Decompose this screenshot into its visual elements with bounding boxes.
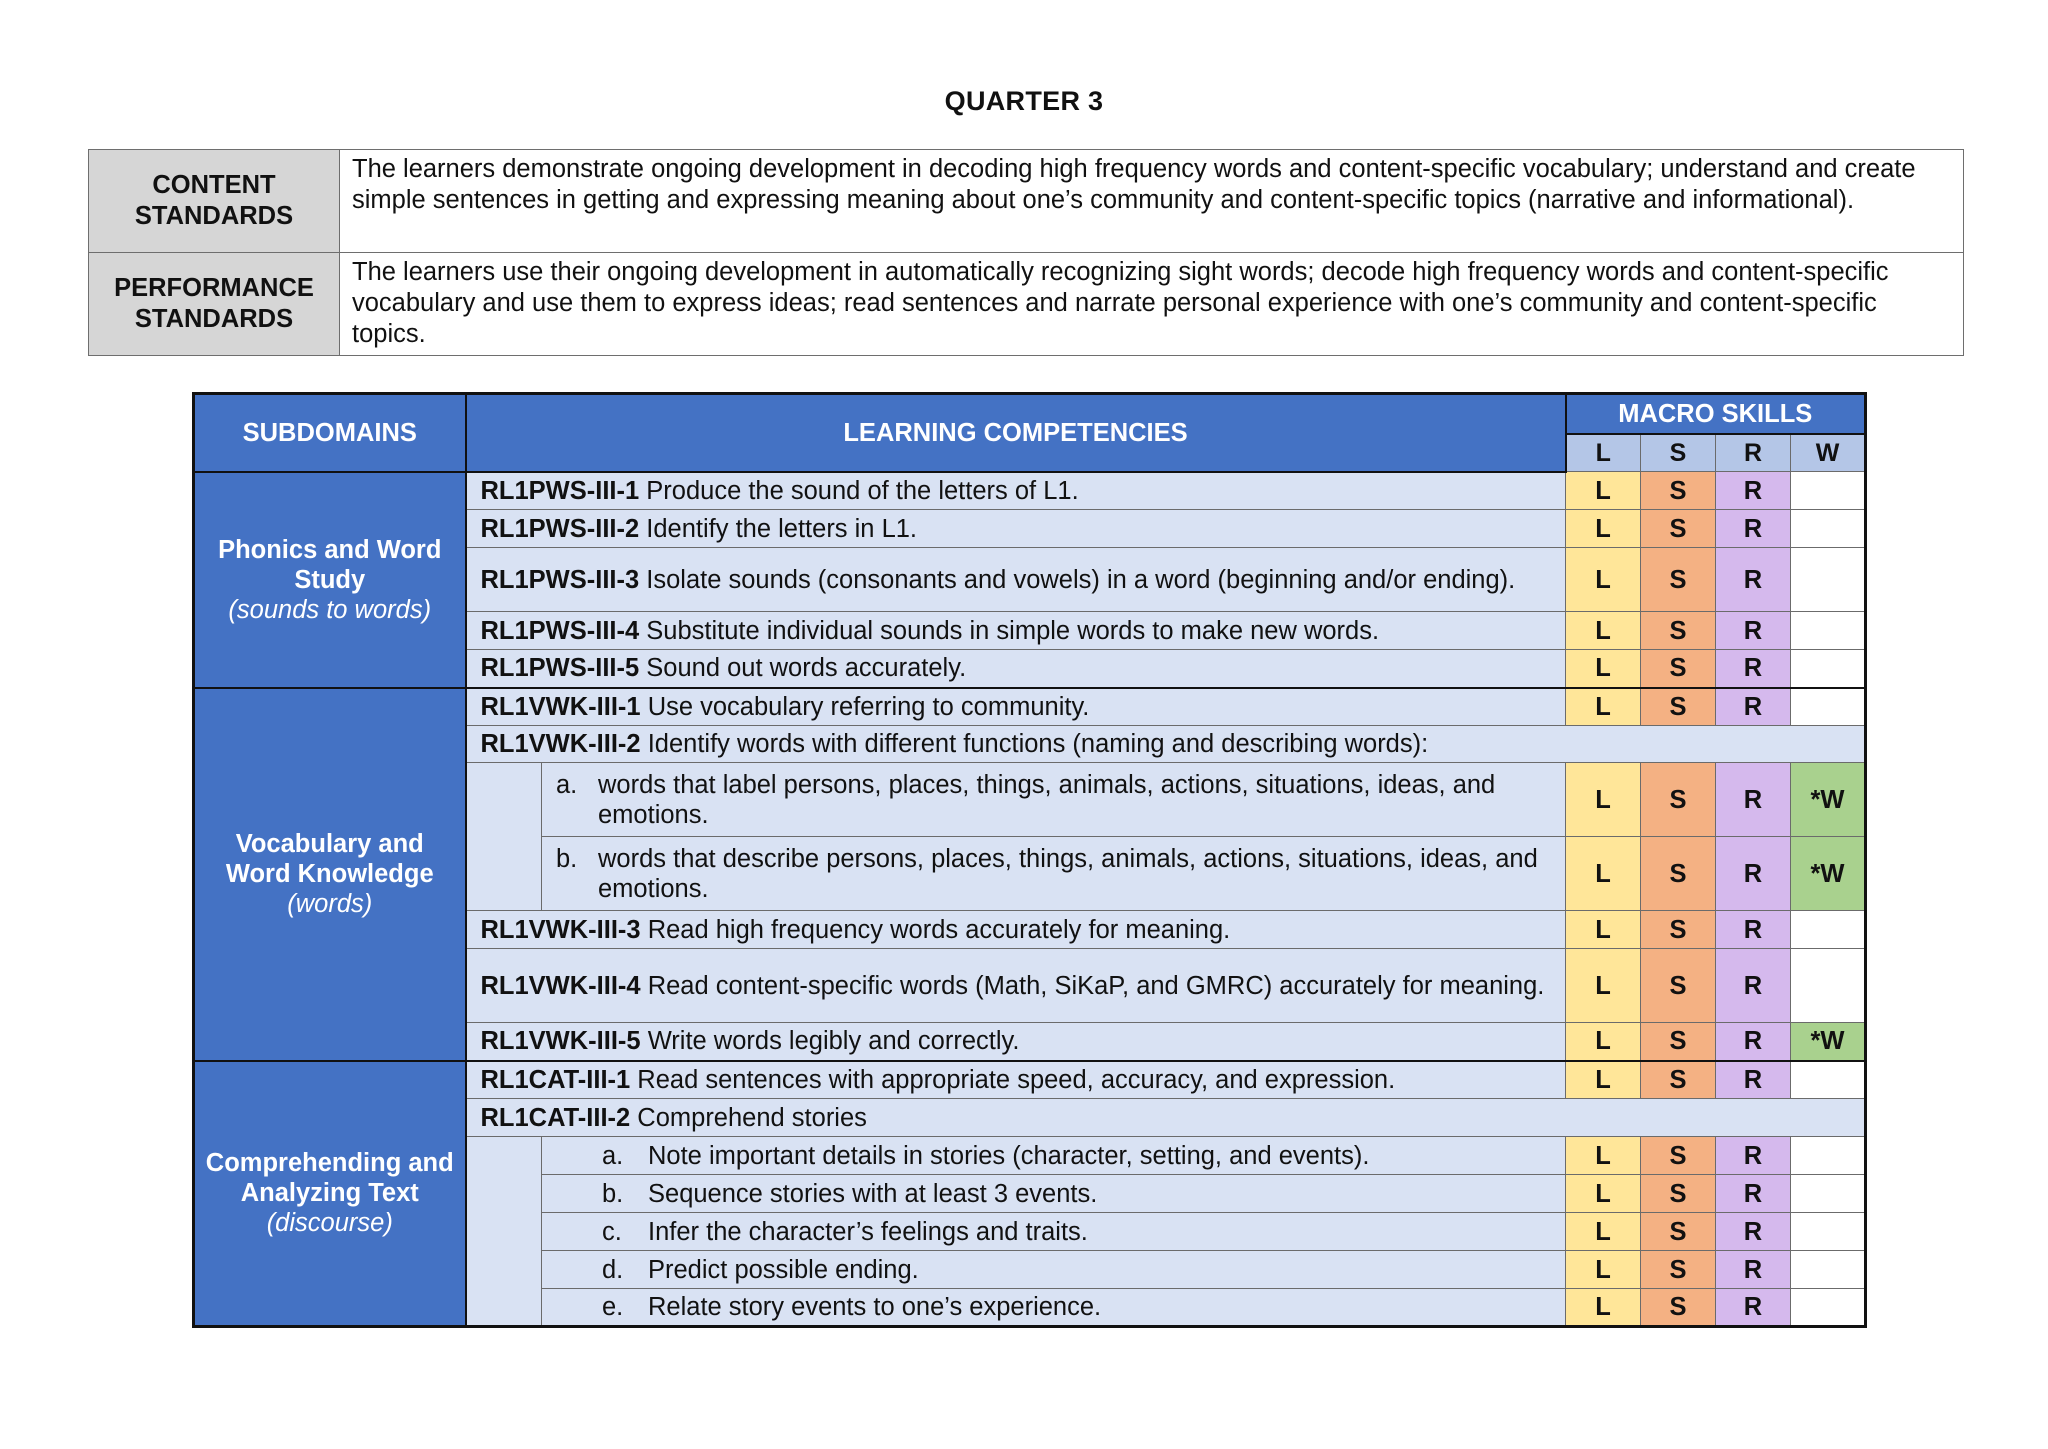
macro-skill-cell: [1791, 1175, 1866, 1213]
macro-skill-cell: S: [1641, 1251, 1716, 1289]
subdomain-vocabulary: [194, 688, 466, 1061]
sub-competency-letter: e.: [602, 1293, 624, 1321]
macro-skill-cell: S: [1641, 650, 1716, 688]
macro-skill-cell: L: [1566, 472, 1641, 510]
competency-code: RL1CAT-III-2: [480, 1103, 631, 1132]
macro-skill-cell: L: [1566, 949, 1641, 1023]
competency-code: RL1PWS-III-1: [480, 476, 640, 505]
content-standards-label: CONTENT STANDARDS: [89, 150, 340, 253]
sub-competency-letter: a.: [556, 770, 578, 799]
macro-skill-cell: S: [1641, 1137, 1716, 1175]
macro-skill-cell: L: [1566, 1175, 1641, 1213]
subdomain-name: Phonics and Word Study: [218, 535, 442, 594]
table-row: [194, 1061, 1866, 1099]
macro-skill-cell: S: [1641, 688, 1716, 726]
macro-skill-cell: R: [1716, 1175, 1791, 1213]
macro-skill-cell: S: [1641, 949, 1716, 1023]
macro-skill-cell: *W: [1791, 837, 1866, 911]
competency-text: Produce the sound of the letters of L1.: [646, 476, 1079, 505]
macro-skill-cell: L: [1566, 1023, 1641, 1061]
macro-skill-cell: [1791, 510, 1866, 548]
performance-standards-label: PERFORMANCE STANDARDS: [89, 253, 340, 356]
table-row: [194, 472, 1866, 510]
competency-cell: [466, 949, 1566, 1023]
macro-skill-cell: [1791, 1251, 1866, 1289]
macro-skill-cell: S: [1641, 1289, 1716, 1327]
macro-skill-cell: R: [1716, 612, 1791, 650]
skill-col-header: W: [1791, 434, 1866, 472]
sub-competency-letter: a.: [602, 1141, 624, 1170]
macro-skill-cell: L: [1566, 837, 1641, 911]
competency-cell: [466, 1023, 1566, 1061]
macro-skill-cell: R: [1716, 1061, 1791, 1099]
subdomain-name: Comprehending and Analyzing Text: [205, 1149, 454, 1208]
subdomains-header: SUBDOMAINS: [194, 394, 466, 472]
sub-competency-letter: b.: [556, 844, 578, 873]
skill-col-header: R: [1716, 434, 1791, 472]
skill-col-header: L: [1566, 434, 1641, 472]
competency-cell: [466, 510, 1566, 548]
sub-competency-text: Predict possible ending.: [648, 1255, 919, 1284]
competencies-header: LEARNING COMPETENCIES: [466, 394, 1566, 472]
subdomain-scope: (discourse): [266, 1209, 393, 1238]
subdomain-comprehending: [194, 1061, 466, 1327]
macro-skill-cell: [1791, 1137, 1866, 1175]
macro-skill-cell: *W: [1791, 763, 1866, 837]
content-standards-text: The learners demonstrate ongoing development in decoding high frequency words and content-specific vocabulary; understand and create simple sentences in getting and expressing meaning about one’s community and content-specific topics (narrative and informational).: [340, 150, 1964, 253]
macro-skill-cell: R: [1716, 1251, 1791, 1289]
macro-skill-cell: S: [1641, 548, 1716, 612]
macro-skill-cell: R: [1716, 688, 1791, 726]
macro-skill-cell: L: [1566, 1251, 1641, 1289]
macro-skill-cell: L: [1566, 688, 1641, 726]
indent-spacer: [466, 1137, 542, 1327]
competency-cell: [466, 472, 1566, 510]
macro-skill-cell: [1791, 911, 1866, 949]
macro-skill-cell: R: [1716, 837, 1791, 911]
macro-skill-cell: R: [1716, 510, 1791, 548]
competency-text: Identify words with different functions (naming and describing words):: [647, 730, 1429, 758]
competency-code: RL1VWK-III-2: [480, 730, 641, 758]
sub-competency-letter: d.: [602, 1255, 624, 1284]
sub-competency-cell: [542, 1251, 1566, 1289]
macro-skill-cell: [1791, 1213, 1866, 1251]
subdomain-scope: (sounds to words): [228, 595, 432, 624]
macro-skill-cell: R: [1716, 1289, 1791, 1327]
macro-skill-cell: R: [1716, 949, 1791, 1023]
macro-skill-cell: [1791, 612, 1866, 650]
competency-text: Sound out words accurately.: [646, 654, 967, 683]
performance-standards-row: [89, 253, 1964, 356]
competency-text: Isolate sounds (consonants and vowels) in a word (beginning and/or ending).: [646, 565, 1516, 594]
sub-competency-letter: c.: [602, 1217, 622, 1246]
competency-text: Write words legibly and correctly.: [647, 1027, 1020, 1056]
competency-cell: [466, 726, 1866, 763]
sub-competency-text: words that describe persons, places, things, animals, actions, situations, ideas, and emotions.: [598, 844, 1538, 903]
macro-skill-cell: R: [1716, 1137, 1791, 1175]
macro-skill-cell: L: [1566, 612, 1641, 650]
competency-text: Read content-specific words (Math, SiKaP, and GMRC) accurately for meaning.: [647, 971, 1545, 1000]
competency-cell: [466, 612, 1566, 650]
macro-skill-cell: L: [1566, 1137, 1641, 1175]
macro-skill-cell: [1791, 1289, 1866, 1327]
competency-code: RL1VWK-III-5: [480, 1027, 641, 1056]
standards-table: [88, 149, 1964, 356]
sub-competency-letter: b.: [602, 1179, 624, 1208]
competencies-table: [192, 392, 1867, 1328]
macro-skill-cell: L: [1566, 548, 1641, 612]
macro-skill-cell: L: [1566, 650, 1641, 688]
indent-spacer: [466, 763, 542, 911]
competency-cell: [466, 688, 1566, 726]
macro-skill-cell: R: [1716, 650, 1791, 688]
macro-skill-cell: *W: [1791, 1023, 1866, 1061]
competency-text: Comprehend stories: [637, 1103, 867, 1132]
sub-competency-text: Relate story events to one’s experience.: [648, 1293, 1102, 1321]
macro-skill-cell: [1791, 688, 1866, 726]
macro-skill-cell: R: [1716, 911, 1791, 949]
performance-standards-text: The learners use their ongoing development in automatically recognizing sight words; decode high frequency words and content-specific vocabulary and use them to express ideas; read sentences and narrate personal experience with one’s community and content-specific topics.: [340, 253, 1964, 356]
competency-cell: [466, 911, 1566, 949]
macro-skills-header: MACRO SKILLS: [1566, 394, 1866, 434]
macro-skill-cell: L: [1566, 911, 1641, 949]
competency-code: RL1PWS-III-2: [480, 514, 640, 543]
macro-skill-cell: S: [1641, 1213, 1716, 1251]
sub-competency-text: Note important details in stories (character, setting, and events).: [648, 1141, 1370, 1170]
macro-skill-cell: [1791, 1061, 1866, 1099]
competency-code: RL1PWS-III-5: [480, 654, 640, 683]
macro-skill-cell: [1791, 949, 1866, 1023]
macro-skill-cell: [1791, 548, 1866, 612]
competency-cell: [466, 650, 1566, 688]
page-title: QUARTER 3: [944, 86, 1104, 116]
sub-competency-cell: [542, 1175, 1566, 1213]
subdomain-scope: (words): [287, 890, 373, 918]
competency-text: Read high frequency words accurately for meaning.: [647, 915, 1231, 944]
macro-skill-cell: R: [1716, 763, 1791, 837]
skill-col-header: S: [1641, 434, 1716, 472]
sub-competency-cell: [542, 837, 1566, 911]
macro-skill-cell: R: [1716, 1023, 1791, 1061]
sub-competency-cell: [542, 1289, 1566, 1327]
subdomain-name: Vocabulary and Word Knowledge: [225, 830, 434, 888]
competency-text: Substitute individual sounds in simple words to make new words.: [646, 616, 1380, 645]
competency-code: RL1VWK-III-3: [480, 915, 641, 944]
macro-skill-cell: S: [1641, 510, 1716, 548]
macro-skill-cell: L: [1566, 510, 1641, 548]
competency-cell: [466, 1099, 1866, 1137]
competency-code: RL1PWS-III-4: [480, 616, 640, 645]
macro-skill-cell: S: [1641, 1023, 1716, 1061]
macro-skill-cell: S: [1641, 472, 1716, 510]
competency-text: Use vocabulary referring to community.: [647, 692, 1090, 721]
macro-skill-cell: R: [1716, 472, 1791, 510]
sub-competency-text: Infer the character’s feelings and traits.: [648, 1217, 1088, 1246]
header-row: [194, 394, 1866, 434]
sub-competency-cell: [542, 763, 1566, 837]
macro-skill-cell: S: [1641, 1061, 1716, 1099]
competency-text: Identify the letters in L1.: [646, 514, 918, 543]
sub-competency-cell: [542, 1213, 1566, 1251]
competency-text: Read sentences with appropriate speed, accuracy, and expression.: [637, 1065, 1396, 1094]
macro-skill-cell: S: [1641, 612, 1716, 650]
sub-competency-text: words that label persons, places, things, animals, actions, situations, ideas, and emotions.: [598, 770, 1496, 829]
table-row: [194, 688, 1866, 726]
macro-skill-cell: L: [1566, 1061, 1641, 1099]
sub-competency-cell: [542, 1137, 1566, 1175]
macro-skill-cell: S: [1641, 763, 1716, 837]
content-standards-row: [89, 150, 1964, 253]
sub-competency-text: Sequence stories with at least 3 events.: [648, 1179, 1098, 1208]
macro-skill-cell: L: [1566, 1213, 1641, 1251]
competency-cell: [466, 548, 1566, 612]
macro-skill-cell: [1791, 472, 1866, 510]
competency-code: RL1CAT-III-1: [480, 1065, 631, 1094]
competency-code: RL1VWK-III-1: [480, 692, 641, 721]
macro-skill-cell: [1791, 650, 1866, 688]
macro-skill-cell: R: [1716, 548, 1791, 612]
macro-skill-cell: S: [1641, 911, 1716, 949]
macro-skill-cell: L: [1566, 763, 1641, 837]
competency-code: RL1VWK-III-4: [480, 971, 641, 1000]
subdomain-phonics: [194, 472, 466, 688]
macro-skill-cell: S: [1641, 837, 1716, 911]
competency-code: RL1PWS-III-3: [480, 565, 640, 594]
macro-skill-cell: L: [1566, 1289, 1641, 1327]
macro-skill-cell: S: [1641, 1175, 1716, 1213]
competency-cell: [466, 1061, 1566, 1099]
macro-skill-cell: R: [1716, 1213, 1791, 1251]
